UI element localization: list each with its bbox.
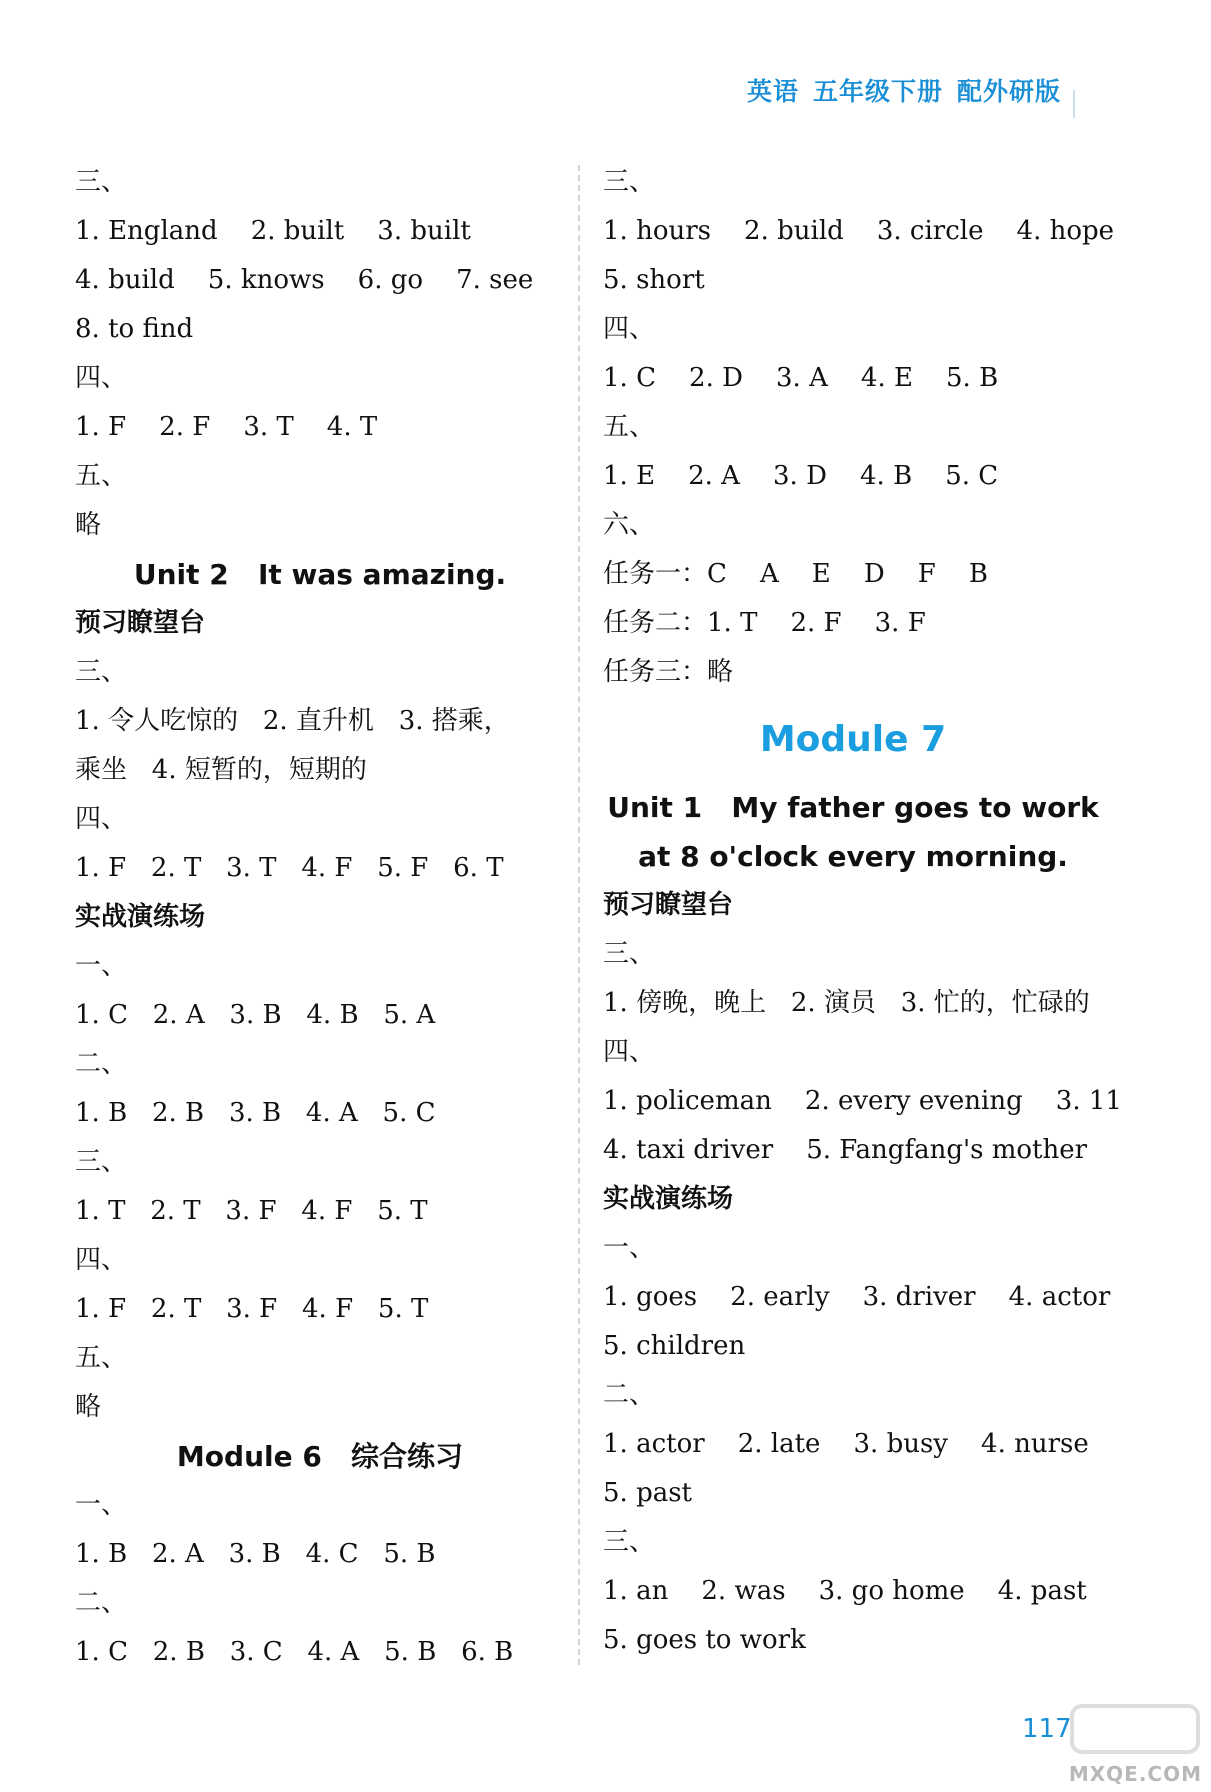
page-header [733,72,1061,108]
page-number: 117 [1022,1714,1072,1744]
answer-line: 三、 [75,167,128,197]
answer-line: 1. policeman 2. every evening 3. 11 [603,1086,1122,1116]
answer-line: 四、 [603,314,656,344]
unit-title: Module 6 综合练习 [176,1440,464,1473]
answer-line: 四、 [75,804,128,834]
answer-line: 二、 [75,1588,128,1618]
answer-line: 二、 [603,1380,656,1410]
answer-line: 1. goes 2. early 3. driver 4. actor [603,1282,1111,1312]
answer-line: 1. C 2. D 3. A 4. E 5. B [603,363,999,393]
answer-line: 1. B 2. B 3. B 4. A 5. C [75,1098,436,1128]
answer-line: 略 [75,1392,102,1422]
module-title: Module 7 [759,719,947,760]
answer-line: 8. to find [75,314,194,344]
answer-line: 4. build 5. knows 6. go 7. see [75,265,534,295]
answer-line: 任务二：1. T 2. F 3. F [603,608,926,638]
answer-line: 乘坐 4. 短暂的，短期的 [75,755,367,785]
answer-line: 5. children [603,1331,746,1361]
watermark-text: MXQE.COM [1068,1762,1202,1786]
answer-line: 四、 [75,1245,128,1275]
header-rule [1073,90,1075,118]
header-subject: 英语 [746,77,799,106]
column-divider [578,165,580,1665]
answer-line: 三、 [603,939,656,969]
answer-line: 1. T 2. T 3. F 4. F 5. T [75,1196,428,1226]
answer-line: 1. B 2. A 3. B 4. C 5. B [75,1539,436,1569]
header-edition: 配外研版 [956,77,1061,106]
answer-line: 1. 傍晚，晚上 2. 演员 3. 忙的，忙碌的 [603,988,1090,1018]
watermark [1060,1700,1210,1792]
unit-title: Unit 1 My father goes to work [607,791,1099,824]
answer-line: 任务三：略 [603,657,734,687]
answer-line: 四、 [603,1037,656,1067]
answer-line: 1. C 2. A 3. B 4. B 5. A [75,1000,436,1030]
answer-line: 5. goes to work [603,1625,806,1655]
answer-line: 1. F 2. T 3. F 4. F 5. T [75,1294,429,1324]
answer-line: 三、 [75,657,128,687]
answer-line: 1. F 2. F 3. T 4. T [75,412,378,442]
section-heading: 预习瞭望台 [603,890,734,920]
answer-line: 4. taxi driver 5. Fangfang's mother [603,1135,1088,1165]
section-heading: 实战演练场 [603,1184,734,1214]
right-answer-column [603,158,1122,1665]
unit-title: Unit 2 It was amazing. [133,558,507,591]
left-answer-column [75,158,565,1677]
answer-line: 5. past [603,1478,693,1508]
answer-line: 1. 令人吃惊的 2. 直升机 3. 搭乘， [75,706,510,736]
answer-line: 1. an 2. was 3. go home 4. past [603,1576,1087,1606]
answer-line: 四、 [75,363,128,393]
answer-line: 六、 [603,510,656,540]
answer-line: 三、 [603,1527,656,1557]
answer-line: 一、 [75,1490,128,1520]
answer-line: 1. E 2. A 3. D 4. B 5. C [603,461,999,491]
section-heading: 实战演练场 [75,902,206,932]
answer-line: 一、 [603,1233,656,1263]
watermark-logo [1070,1704,1200,1754]
header-grade: 五年级下册 [812,77,943,106]
answer-line: 略 [75,510,102,540]
answer-line: 1. C 2. B 3. C 4. A 5. B 6. B [75,1637,514,1667]
answer-line: 五、 [75,1343,128,1373]
answer-line: 二、 [75,1049,128,1079]
answer-line: 一、 [75,951,128,981]
unit-title: at 8 o'clock every morning. [638,840,1068,873]
answer-line: 1. hours 2. build 3. circle 4. hope [603,216,1115,246]
answer-line: 三、 [603,167,656,197]
answer-line: 五、 [75,461,128,491]
answer-line: 五、 [603,412,656,442]
answer-line: 任务一：C A E D F B [603,559,988,589]
answer-line: 5. short [603,265,705,295]
answer-line: 1. actor 2. late 3. busy 4. nurse [603,1429,1089,1459]
answer-line: 三、 [75,1147,128,1177]
answer-line: 1. England 2. built 3. built [75,216,471,246]
answer-line: 1. F 2. T 3. T 4. F 5. F 6. T [75,853,504,883]
section-heading: 预习瞭望台 [75,608,206,638]
